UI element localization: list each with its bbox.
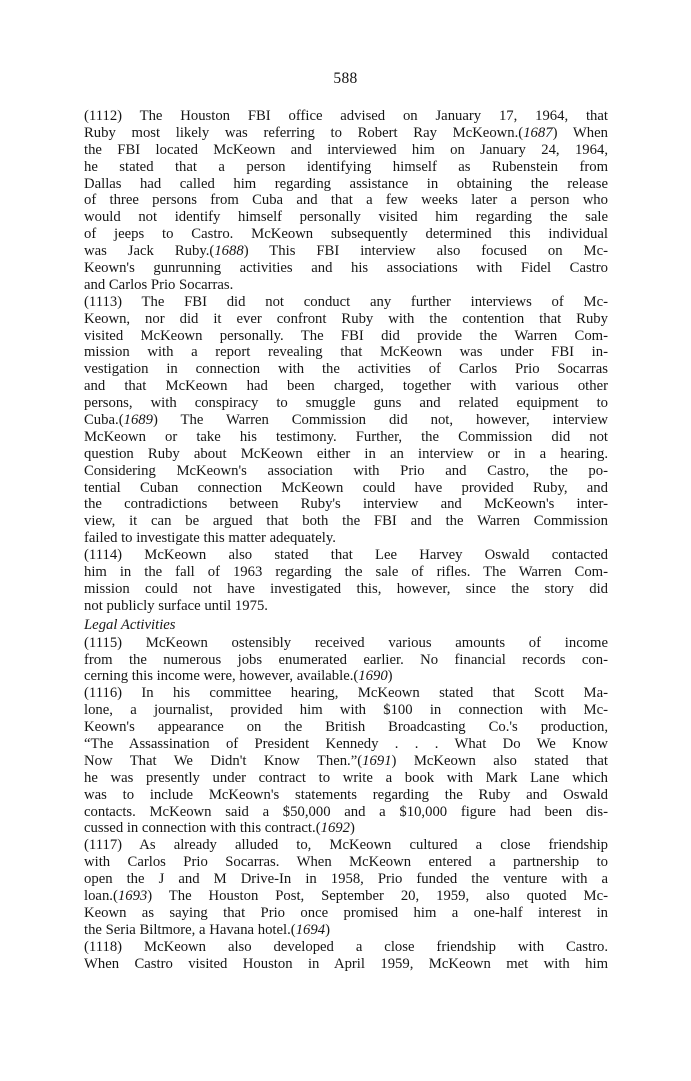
text-line: mission with a report revealing that McKeown was under FBI in- xyxy=(84,344,608,361)
text-line: view, it can be argued that both the FBI and the Warren Commission xyxy=(84,513,608,530)
text-line: Now That We Didn't Know Then.”(1691) McKeown also stated that xyxy=(84,752,608,769)
text-line: Keown's gunrunning activities and his associations with Fidel Castro xyxy=(84,260,608,277)
text-line: would not identify himself personally visited him regarding the sale xyxy=(84,209,608,226)
text-line: cussed in connection with this contract.(1692) xyxy=(84,820,355,837)
text-line: he stated that a person identifying himself as Rubenstein from xyxy=(84,158,608,175)
section-heading: Legal Activities xyxy=(84,616,176,633)
text-line: lone, a journalist, provided him with $100 in connection with Mc- xyxy=(84,702,608,719)
document-body xyxy=(84,108,608,972)
text-line: the Seria Biltmore, a Havana hotel.(1694) xyxy=(84,921,330,938)
text-line: vestigation in connection with the activities of Carlos Prio Socarras xyxy=(84,361,608,378)
text-line: open the J and M Drive-In in 1958, Prio funded the venture with a xyxy=(84,871,608,888)
text-line: with Carlos Prio Socarras. When McKeown entered a partnership to xyxy=(84,854,608,871)
text-line: When Castro visited Houston in April 1959, McKeown met with him xyxy=(84,955,608,972)
text-line: him in the fall of 1963 regarding the sale of rifles. The Warren Com- xyxy=(84,564,608,581)
text-line: (1118) McKeown also developed a close friendship with Castro. xyxy=(84,938,608,955)
text-line: and Carlos Prio Socarras. xyxy=(84,276,234,293)
text-line: he was presently under contract to write a book with Mark Lane which xyxy=(84,769,608,786)
text-line: Keown as saying that Prio once promised him a one-half interest in xyxy=(84,904,608,921)
text-line: and that McKeown had been charged, together with various other xyxy=(84,378,608,395)
text-line: (1113) The FBI did not conduct any further interviews of Mc- xyxy=(84,293,608,310)
text-line: from the numerous jobs enumerated earlier. No financial records con- xyxy=(84,651,608,668)
text-line: (1112) The Houston FBI office advised on January 17, 1964, that xyxy=(84,108,608,124)
text-line: contacts. McKeown said a $50,000 and a $10,000 figure had been dis- xyxy=(84,803,608,820)
text-line: visited McKeown personally. The FBI did provide the Warren Com- xyxy=(84,327,608,344)
text-line: Keown's appearance on the British Broadcasting Co.'s production, xyxy=(84,719,608,736)
text-line: not publicly surface until 1975. xyxy=(84,597,268,614)
text-line: Dallas had called him regarding assistance in obtaining the release xyxy=(84,175,608,192)
text-line: cerning this income were, however, available.(1690) xyxy=(84,668,393,685)
text-line: (1115) McKeown ostensibly received various amounts of income xyxy=(84,634,608,651)
text-line: the FBI located McKeown and interviewed him on January 24, 1964, xyxy=(84,141,608,158)
text-line: Considering McKeown's association with Prio and Castro, the po- xyxy=(84,462,608,479)
text-line: “The Assassination of President Kennedy . . . What Do We Know xyxy=(84,735,608,752)
text-line: (1114) McKeown also stated that Lee Harvey Oswald contacted xyxy=(84,547,608,564)
text-line: was to include McKeown's statements regarding the Ruby and Oswald xyxy=(84,786,608,803)
text-line: mission could not have investigated this, however, since the story did xyxy=(84,580,608,597)
text-line: failed to investigate this matter adequately. xyxy=(84,530,336,547)
page-number: 588 xyxy=(333,70,358,87)
text-line: Cuba.(1689) The Warren Commission did not, however, interview xyxy=(84,412,608,429)
text-line: Ruby most likely was referring to Robert Ray McKeown.(1687) When xyxy=(84,124,608,141)
text-line: of three persons from Cuba and that a few weeks later a person who xyxy=(84,192,608,209)
text-line: the contradictions between Ruby's interview and McKeown's inter- xyxy=(84,496,608,513)
text-line: (1117) As already alluded to, McKeown cultured a close friendship xyxy=(84,837,608,854)
text-line: (1116) In his committee hearing, McKeown stated that Scott Ma- xyxy=(84,685,608,702)
text-line: loan.(1693) The Houston Post, September 20, 1959, also quoted Mc- xyxy=(84,887,608,904)
text-line: persons, with conspiracy to smuggle guns and related equipment to xyxy=(84,395,608,412)
text-line: question Ruby about McKeown either in an interview or in a hearing. xyxy=(84,445,608,462)
text-line: was Jack Ruby.(1688) This FBI interview also focused on Mc- xyxy=(84,243,609,260)
text-line: Keown, nor did it ever confront Ruby with the contention that Ruby xyxy=(84,310,608,327)
text-line: of jeeps to Castro. McKeown subsequently determined this individual xyxy=(84,226,608,243)
text-line: tential Cuban connection McKeown could have provided Ruby, and xyxy=(84,479,608,496)
text-line: McKeown or take his testimony. Further, the Commission did not xyxy=(84,428,608,445)
